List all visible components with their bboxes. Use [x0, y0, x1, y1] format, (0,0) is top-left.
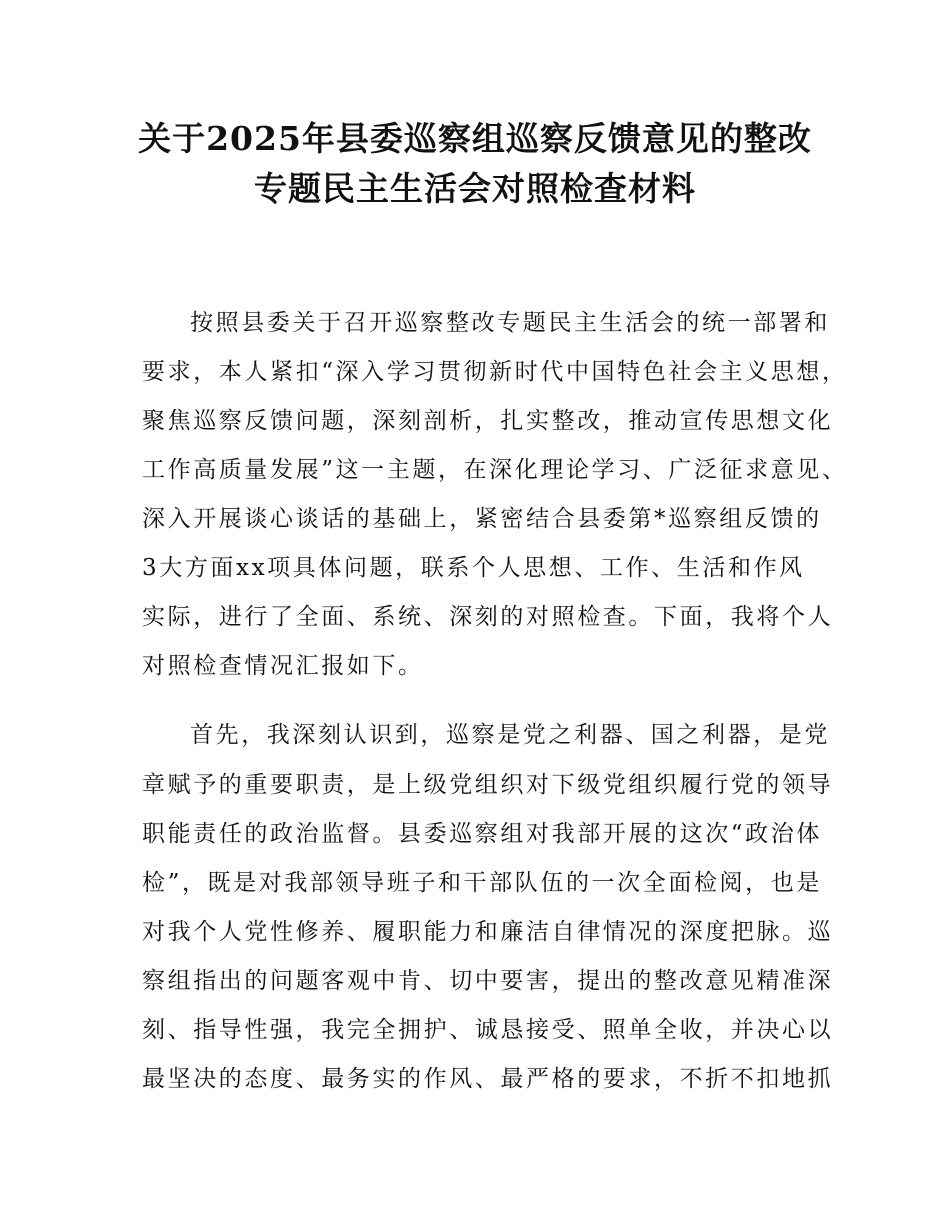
paragraph-2-line-7: 刻、指导性强，我完全拥护、诚恳接受、照单全收，并决心以	[142, 1017, 834, 1043]
paragraph-1-line-2: 要求，本人紧扣“深入学习贯彻新时代中国特色社会主义思想，	[142, 359, 848, 385]
paragraph-2-line-4: 检”，既是对我部领导班子和干部队伍的一次全面检阅，也是	[142, 870, 822, 896]
paragraph-1-line-4: 工作高质量发展”这一主题，在深化理论学习、广泛征求意见、	[142, 457, 848, 483]
document-title-line-2: 专题民主生活会对照检查材料	[254, 169, 696, 208]
paragraph-2-line-1: 首先，我深刻认识到，巡察是党之利器、国之利器，是党	[190, 722, 830, 748]
paragraph-2-line-8: 最坚决的态度、最务实的作风、最严格的要求，不折不扣地抓	[142, 1066, 834, 1092]
paragraph-2-line-3: 职能责任的政治监督。县委巡察组对我部开展的这次“政治体	[142, 821, 822, 847]
paragraph-1-line-8: 对照检查情况汇报如下。	[142, 653, 424, 679]
paragraph-1-line-5: 深入开展谈心谈话的基础上，紧密结合县委第*巡察组反馈的	[142, 506, 822, 532]
paragraph-1-line-6: 3大方面xx项具体问题，联系个人思想、工作、生活和作风	[142, 555, 805, 581]
paragraph-2-line-6: 察组指出的问题客观中肯、切中要害，提出的整改意见精准深	[142, 968, 834, 994]
paragraph-1-line-7: 实际，进行了全面、系统、深刻的对照检查。下面，我将个人	[142, 604, 834, 630]
paragraph-2-line-2: 章赋予的重要职责，是上级党组织对下级党组织履行党的领导	[142, 772, 834, 798]
paragraph-1-line-3: 聚焦巡察反馈问题，深刻剖析，扎实整改，推动宣传思想文化	[142, 408, 834, 434]
paragraph-2-line-5: 对我个人党性修养、履职能力和廉洁自律情况的深度把脉。巡	[142, 919, 834, 945]
paragraph-1-line-1: 按照县委关于召开巡察整改专题民主生活会的统一部署和	[190, 310, 830, 336]
document-title-line-1: 关于2025年县委巡察组巡察反馈意见的整改	[138, 119, 812, 158]
